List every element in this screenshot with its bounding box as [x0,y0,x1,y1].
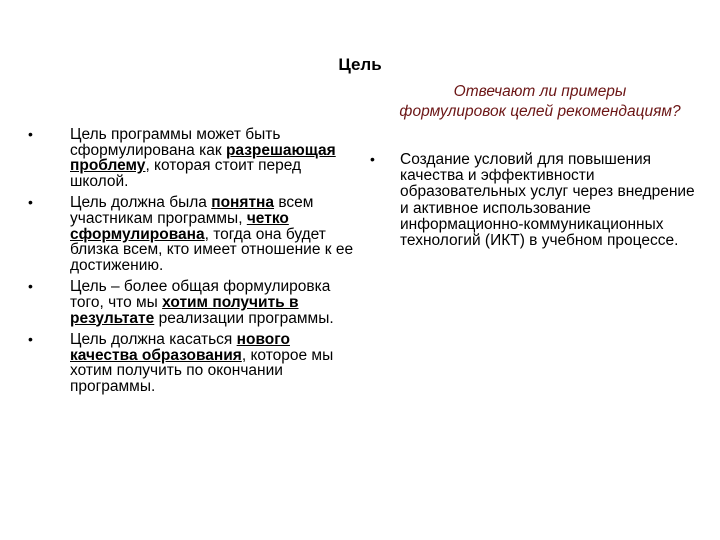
text-segment: , которая стоит перед школой. [70,157,302,190]
bullet-text [400,151,695,249]
bullet-icon: • [28,126,33,142]
bullet-icon: • [28,278,33,295]
text-segment: Создание условий для повышения качества и эффективности образовательных услуг через внедрение и активное использование информационно-коммуникационных технологий (ИКТ) в учебном процессе. [400,151,695,250]
text-segment: Цель должна касаться [70,331,237,349]
text-segment: Цель должна была [70,194,212,212]
slide-title: Цель [338,55,382,74]
bullet-icon: • [370,151,375,167]
left-bullet-list [28,127,358,395]
highlighted-phrase: разрешающая проблему [70,141,336,175]
question-line-2: формулировок целей рекомендациям? [399,103,681,120]
highlighted-phrase: понятна [211,194,275,212]
left-bullet-item [28,279,358,326]
bullet-icon: • [28,194,33,211]
right-column [370,152,700,255]
left-bullet-item [28,127,358,189]
left-column [28,127,358,401]
text-segment: реализации программы. [154,309,334,327]
highlighted-phrase: нового качества образования [70,331,290,364]
bullet-text [70,126,336,190]
bullet-icon: • [28,331,33,348]
question-text [360,82,720,122]
question-line-1: Отвечают ли примеры [453,83,627,100]
text-segment: Цель – более общая формулировка того, что мы [70,278,331,311]
text-segment: Цель программы может быть сформулирована как [70,126,281,159]
right-bullet-item [370,152,700,249]
text-segment: , которое мы хотим получить по окончании программы. [70,346,334,395]
bullet-text [70,194,353,273]
text-segment: , тогда она будет близка всем, кто имеет отношение к ее достижению. [70,225,354,274]
bullet-text [70,331,333,395]
highlighted-phrase: хотим получить в результате [70,293,299,327]
left-bullet-item [28,195,358,273]
bullet-text [70,278,334,326]
right-bullet-list [370,152,700,249]
highlighted-phrase: четко сформулирована [70,209,289,243]
text-segment: всем участникам программы, [70,194,314,227]
left-bullet-item [28,332,358,394]
